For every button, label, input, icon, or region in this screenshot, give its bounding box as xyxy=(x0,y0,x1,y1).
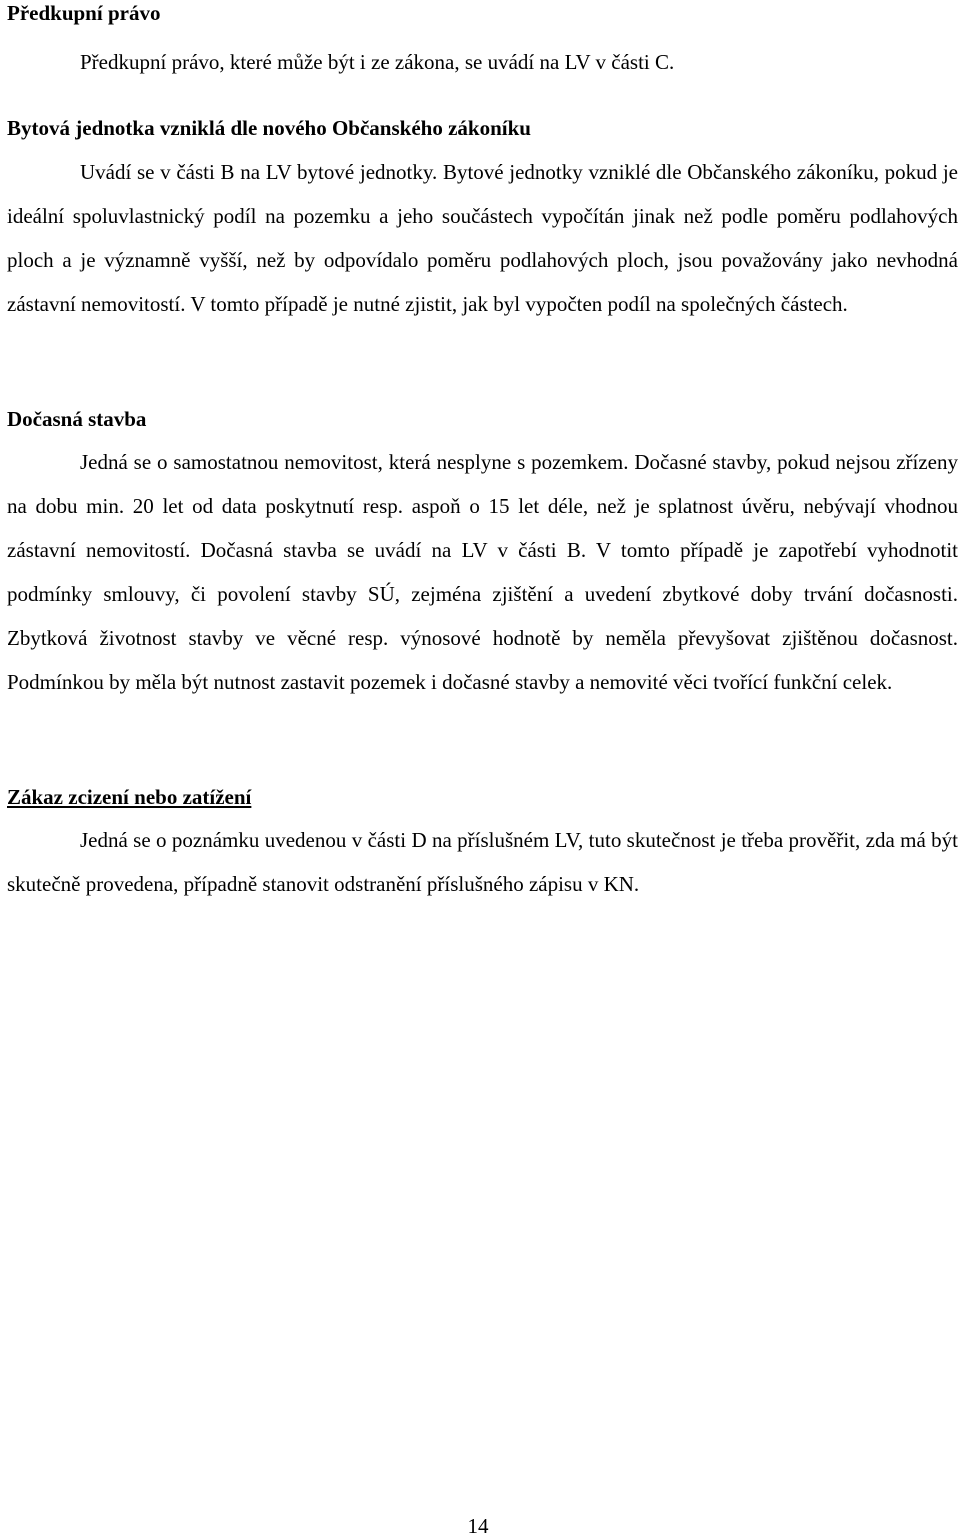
page-number: 14 xyxy=(467,1514,489,1538)
section-docasna-stavba xyxy=(7,406,958,704)
section-paragraph: Jedná se o samostatnou nemovitost, která nesplyne s pozemkem. Dočasné stavby, pokud nejsou zřízeny na dobu min. 20 let od data poskytnutí resp. aspoň o 15 let déle, než je splatnost úvěru, nebývají vhodnou zástavní nemovitostí. Dočasná stavba se uvádí na LV v části B. V tomto případě je zapotřebí vyhodnotit podmínky smlouvy, či povolení stavby SÚ, zejména zjištění a uvedení zbytkové doby trvání dočasnosti. Zbytková životnost stavby ve věcné resp. výnosové hodnotě by neměla převyšovat zjištěnou dočasnost. Podmínkou by měla být nutnost zastavit pozemek i dočasné stavby a nemovité věci tvořící funkční celek. xyxy=(7,450,958,694)
section-paragraph: Jedná se o poznámku uvedenou v části D na příslušném LV, tuto skutečnost je třeba prověřit, zda má být skutečně provedena, případně stanovit odstranění příslušného zápisu v KN. xyxy=(7,828,958,896)
section-paragraph: Předkupní právo, které může být i ze zákona, se uvádí na LV v části C. xyxy=(80,50,675,74)
section-heading: Předkupní právo xyxy=(7,1,161,25)
section-bytova-jednotka xyxy=(7,115,958,326)
section-zakaz-zcizeni xyxy=(7,784,958,906)
section-paragraph: Uvádí se v části B na LV bytové jednotky. Bytové jednotky vzniklé dle Občanského zákoníku, pokud je ideální spoluvlastnický podíl na pozemku a jeho součástech vypočítán jinak než podle poměru podlahových ploch a je významně vyšší, než by odpovídalo poměru podlahových ploch, jsou považovány jako nevhodná zástavní nemovitostí. V tomto případě je nutné zjistit, jak byl vypočten podíl na společných částech. xyxy=(7,160,958,316)
section-heading: Bytová jednotka vzniklá dle nového Občanského zákoníku xyxy=(7,116,531,140)
section-predkupni-pravo xyxy=(7,0,958,84)
section-heading: Zákaz zcizení nebo zatížení xyxy=(7,785,252,809)
section-heading: Dočasná stavba xyxy=(7,407,147,431)
